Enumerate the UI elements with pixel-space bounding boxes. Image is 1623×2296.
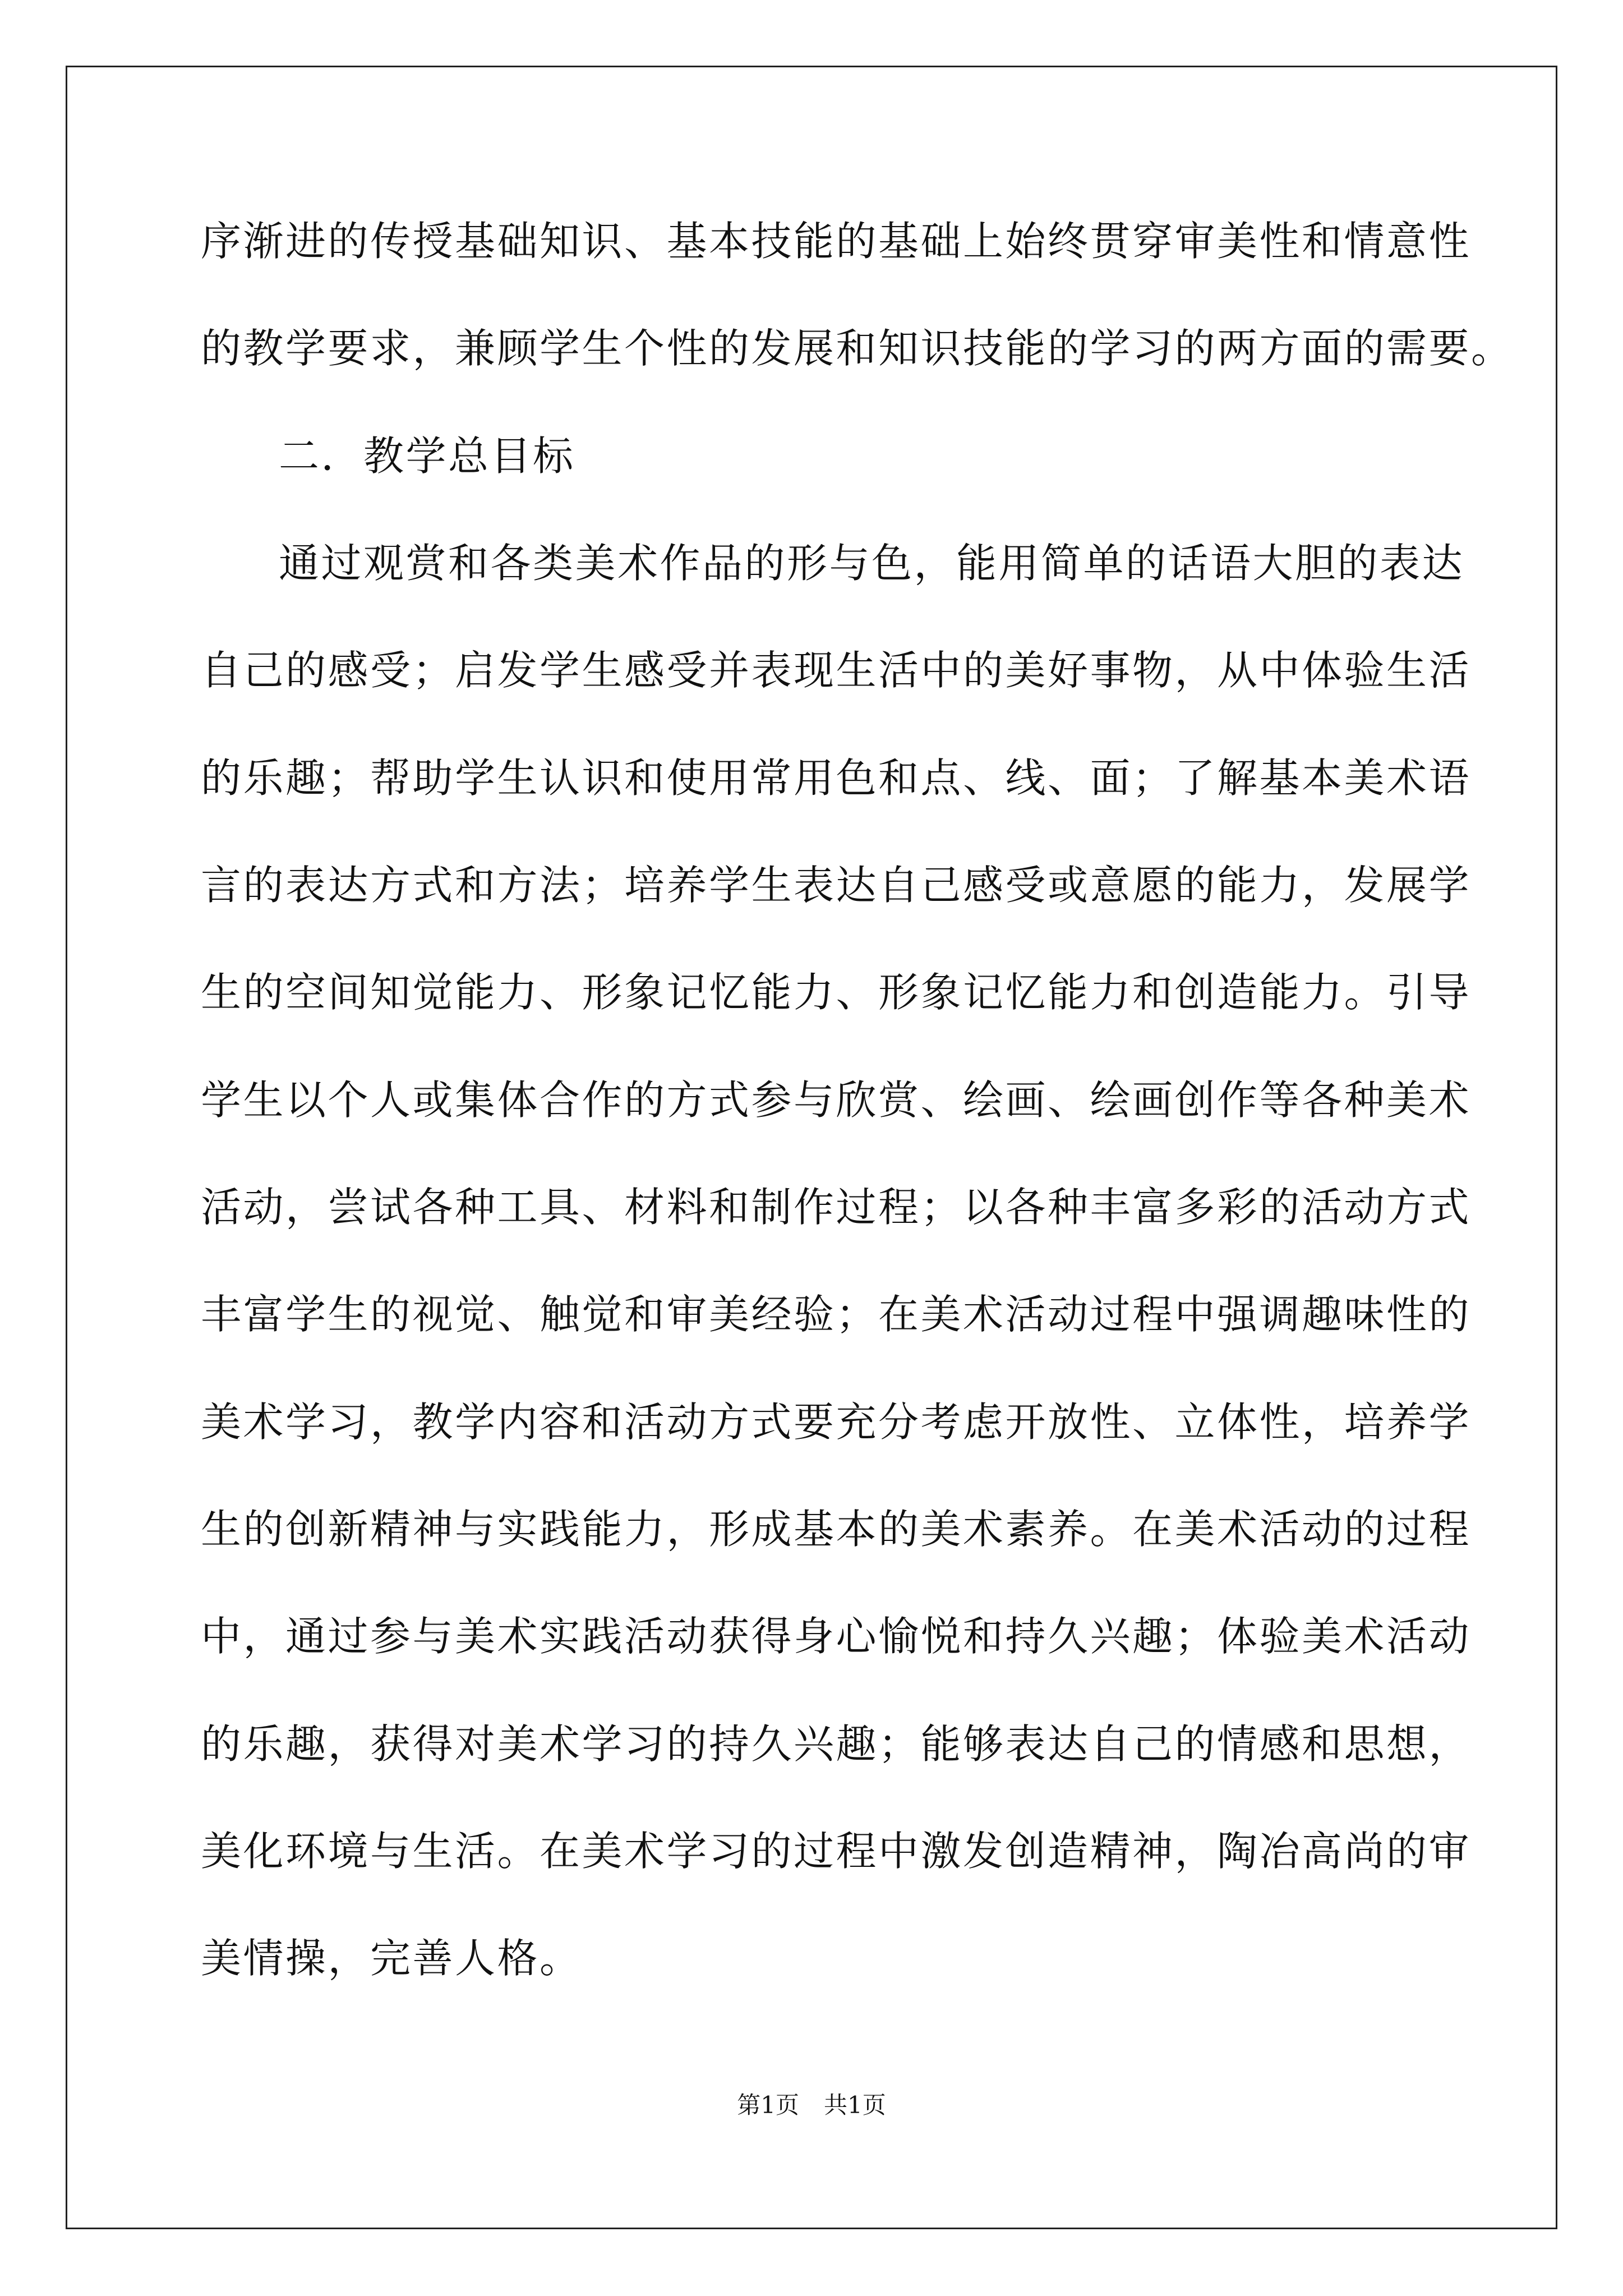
body-text-line: 学生以个人或集体合作的方式参与欣赏、绘画、绘画创作等各种美术 xyxy=(201,1076,1472,1124)
page-number: 第1页 xyxy=(737,2091,799,2119)
page-count: 共1页 xyxy=(824,2091,886,2119)
body-text-line: 美情操，完善人格。 xyxy=(201,1935,582,1982)
body-text-line: 序渐进的传授基础知识、基本技能的基础上始终贯穿审美性和情意性 xyxy=(201,218,1472,265)
body-text-line: 丰富学生的视觉、触觉和审美经验；在美术活动过程中强调趣味性的 xyxy=(201,1291,1472,1338)
paragraph-first-line: 通过观赏和各类美术作品的形与色，能用简单的话语大胆的表达 xyxy=(279,540,1465,587)
body-text-line: 美术学习，教学内容和活动方式要充分考虑开放性、立体性，培养学 xyxy=(201,1398,1472,1446)
body-text-line: 言的表达方式和方法；培养学生表达自己感受或意愿的能力，发展学 xyxy=(201,862,1472,909)
body-text-line: 美化环境与生活。在美术学习的过程中激发创造精神，陶冶高尚的审 xyxy=(201,1828,1472,1875)
body-text-line: 中，通过参与美术实践活动获得身心愉悦和持久兴趣；体验美术活动 xyxy=(201,1613,1472,1660)
section-heading: 二．教学总目标 xyxy=(279,432,575,480)
body-text-line: 活动，尝试各种工具、材料和制作过程；以各种丰富多彩的活动方式 xyxy=(201,1184,1472,1231)
body-text-line: 自己的感受；启发学生感受并表现生活中的美好事物，从中体验生活 xyxy=(201,647,1472,694)
body-text-line: 的乐趣；帮助学生认识和使用常用色和点、线、面；了解基本美术语 xyxy=(201,754,1472,802)
body-text-line: 生的空间知觉能力、形象记忆能力、形象记忆能力和创造能力。引导 xyxy=(201,969,1472,1016)
body-text-line: 的乐趣，获得对美术学习的持久兴趣；能够表达自己的情感和思想， xyxy=(201,1720,1472,1768)
body-text-line: 的教学要求，兼顾学生个性的发展和知识技能的学习的两方面的需要。 xyxy=(201,325,1514,372)
body-text-line: 生的创新精神与实践能力，形成基本的美术素养。在美术活动的过程 xyxy=(201,1506,1472,1553)
page-border xyxy=(66,66,1557,2229)
page-footer xyxy=(0,2090,1623,2121)
